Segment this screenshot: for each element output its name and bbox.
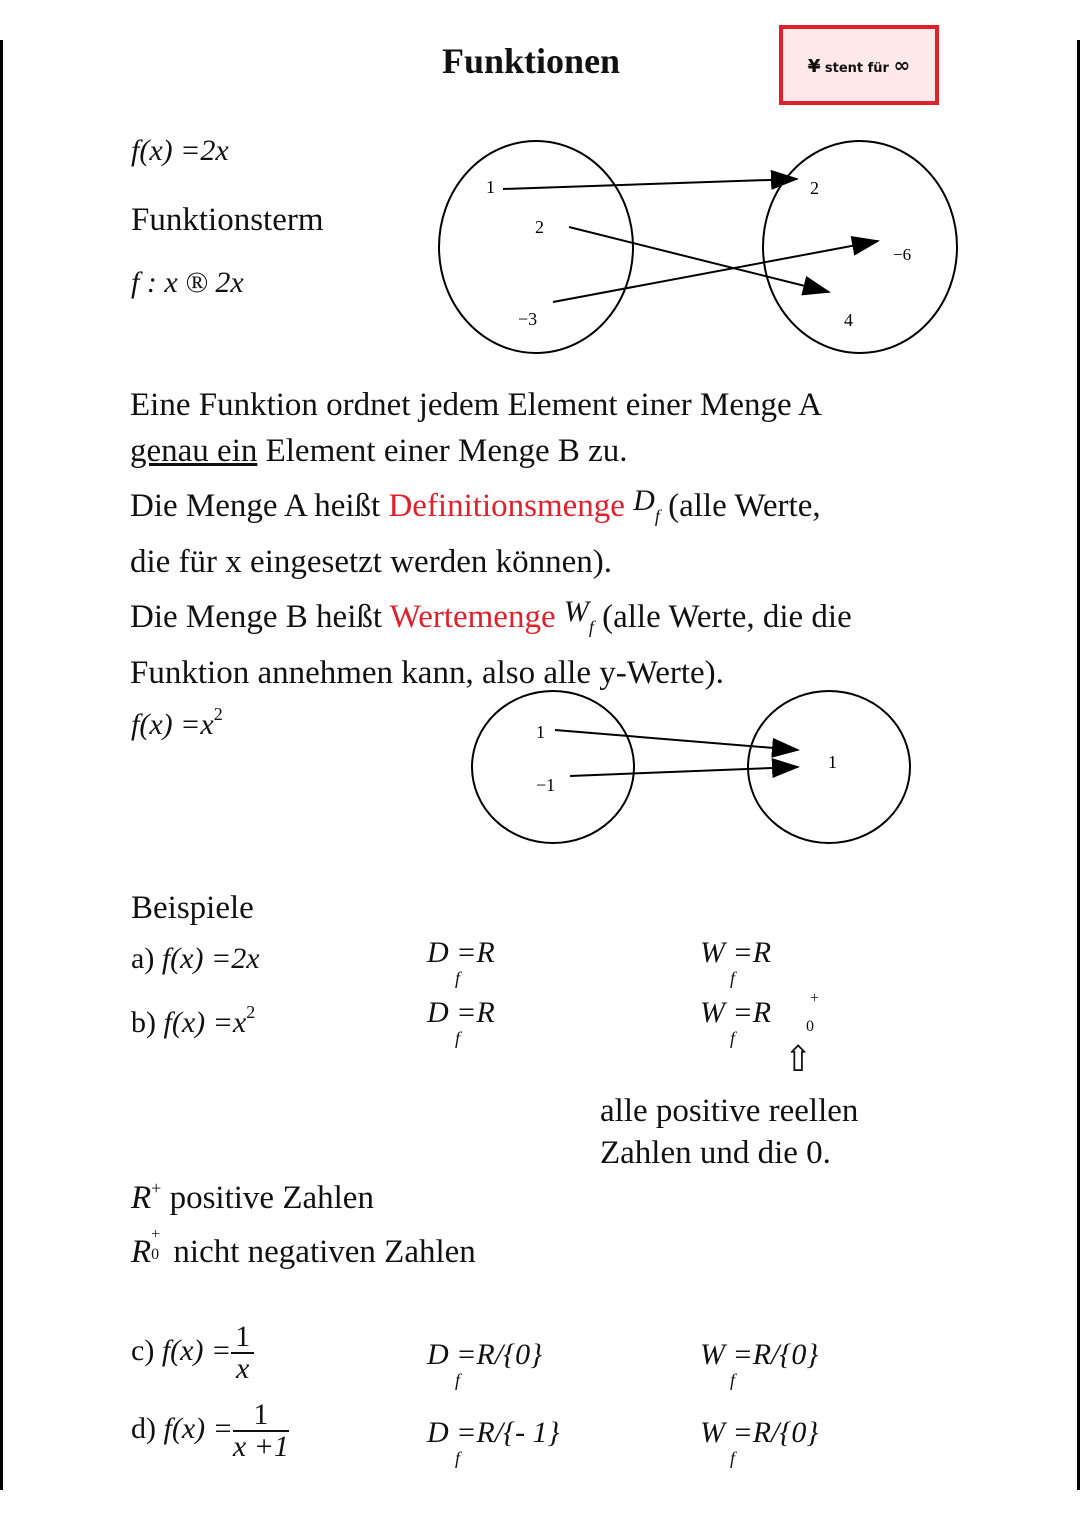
set-b-ellipse xyxy=(763,141,957,353)
range-symbol-sub: f xyxy=(588,617,594,637)
example-c-domain-sub: f xyxy=(455,1370,461,1390)
example-d-range: W =R/{0} xyxy=(700,1416,819,1449)
example-a-formula: f(x) =2x xyxy=(161,942,260,975)
legend-r0-plus xyxy=(131,1226,476,1271)
arrow-1-to-1 xyxy=(555,730,798,750)
example-c-label: c) xyxy=(131,1333,162,1367)
example-c-range-sub: f xyxy=(730,1370,736,1390)
example-d-numerator: 1 xyxy=(233,1400,289,1432)
page-title: Funktionen xyxy=(442,41,621,81)
range-rest-1: (alle Werte, die die xyxy=(593,599,852,635)
example-d-domain: D =R/{- 1} xyxy=(427,1416,560,1449)
domain-prefix: Die Menge A heißt xyxy=(130,488,389,524)
example-a-range-sub: f xyxy=(730,968,736,988)
domain-rest-2: die für x eingesetzt werden können). xyxy=(130,544,612,580)
r0-symbol: R xyxy=(131,1234,152,1270)
example-c-numerator: 1 xyxy=(231,1322,254,1354)
arrow-minus1-to-1 xyxy=(570,767,798,776)
domain-symbol: D xyxy=(633,484,655,517)
definition-line xyxy=(130,382,960,474)
example-d-range-sub: f xyxy=(730,1448,736,1468)
example-c-range: W =R/{0} xyxy=(700,1338,819,1371)
mapping-diagram-2 xyxy=(0,680,1080,860)
set-a2-element-1: 1 xyxy=(536,722,545,742)
range-term: Wertemenge xyxy=(389,599,556,635)
domain-rest-1: (alle Werte, xyxy=(659,488,821,524)
function-term-label: Funktionsterm xyxy=(131,202,324,238)
example-a-domain: D =R xyxy=(427,936,495,969)
mapping-diagram-1 xyxy=(0,0,1080,380)
example-d-formula: f(x) = xyxy=(163,1411,233,1445)
struck-symbol: ¥ xyxy=(807,56,821,77)
example-d xyxy=(131,1400,289,1462)
examples-heading: Beispiele xyxy=(131,890,254,926)
arrow-2-to-4 xyxy=(569,227,829,292)
up-arrow-icon: ⇧ xyxy=(783,1039,814,1079)
set-b-element-2: −6 xyxy=(893,245,912,264)
r-plus-symbol: R xyxy=(131,1180,152,1216)
r0-text: nicht negativen Zahlen xyxy=(173,1234,476,1270)
definition-text-1: Eine Funktion ordnet jedem Element einer Menge A xyxy=(130,387,822,423)
example-d-fraction xyxy=(233,1400,289,1462)
range-symbol: W xyxy=(563,595,589,628)
example-c-domain: D =R/{0} xyxy=(427,1338,543,1371)
set-a2-element-2: −1 xyxy=(536,775,556,795)
example-c-formula: f(x) = xyxy=(161,1333,232,1367)
range-note-line-2: Zahlen und die 0. xyxy=(600,1135,831,1171)
domain-symbol-sub: f xyxy=(654,506,660,526)
r0-sup: + xyxy=(151,1226,161,1243)
example-d-denominator: x +1 xyxy=(232,1430,289,1463)
mapping-notation: f : x ® 2x xyxy=(131,266,244,299)
example-a xyxy=(131,942,260,976)
definition-text-2: Element einer Menge B zu. xyxy=(257,433,628,469)
legend-r-plus xyxy=(131,1178,374,1217)
set-a-element-3: −3 xyxy=(518,309,538,329)
range-rest-2: Funktion annehmen kann, also alle y-Werte). xyxy=(130,655,724,691)
r0-indices xyxy=(151,1226,165,1263)
infinity-symbol: ∞ xyxy=(893,53,911,77)
example-b-formula: f(x) =x xyxy=(163,1006,247,1039)
example-b-range-sub: f xyxy=(730,1028,736,1048)
r-plus-sup: + xyxy=(151,1178,162,1198)
domain-term: Definitionsmenge xyxy=(388,488,625,524)
example-b xyxy=(131,1002,255,1040)
range-note-line-1: alle positive reellen xyxy=(600,1093,859,1129)
example-b-domain-sub: f xyxy=(455,1028,461,1048)
set-b-element-1: 2 xyxy=(810,178,819,198)
arrow-1-to-2 xyxy=(503,179,797,189)
definition-paragraph xyxy=(130,382,960,700)
example-a-domain-sub: f xyxy=(455,968,461,988)
note-label: stent für xyxy=(824,61,889,76)
arrow-minus3-to-minus6 xyxy=(553,241,878,302)
example2-formula-exp: 2 xyxy=(213,704,223,724)
range-prefix: Die Menge B heißt xyxy=(130,599,390,635)
example-d-domain-sub: f xyxy=(455,1448,461,1468)
set-a-element-1: 1 xyxy=(486,177,495,197)
example1-formula: f(x) =2x xyxy=(131,134,229,167)
example-d-label: d) xyxy=(131,1411,164,1445)
example-c xyxy=(131,1322,254,1384)
range-note xyxy=(600,1090,858,1174)
example-a-range: W =R xyxy=(700,936,772,969)
set-b2-element-1: 1 xyxy=(828,752,837,772)
set-a2-ellipse xyxy=(472,691,634,843)
domain-definition xyxy=(130,478,960,585)
example-b-formula-exp: 2 xyxy=(246,1002,256,1022)
example-b-label: b) xyxy=(131,1006,164,1039)
example-c-denominator: x xyxy=(236,1352,250,1385)
set-a-element-2: 2 xyxy=(535,217,544,237)
r-plus-text: positive Zahlen xyxy=(169,1180,374,1216)
example-c-fraction xyxy=(231,1322,254,1384)
definition-underlined: genau ein xyxy=(130,433,258,469)
example-a-label: a) xyxy=(131,942,162,975)
example-b-range-sub0: 0 xyxy=(806,1018,814,1035)
example-b-range: W =R xyxy=(700,996,772,1029)
example-b-domain: D =R xyxy=(427,996,495,1029)
example-b-range-sup: + xyxy=(810,990,820,1007)
example2-formula-base: f(x) =x xyxy=(131,708,214,741)
r0-sub: 0 xyxy=(151,1246,160,1263)
set-b-element-3: 4 xyxy=(844,310,853,330)
